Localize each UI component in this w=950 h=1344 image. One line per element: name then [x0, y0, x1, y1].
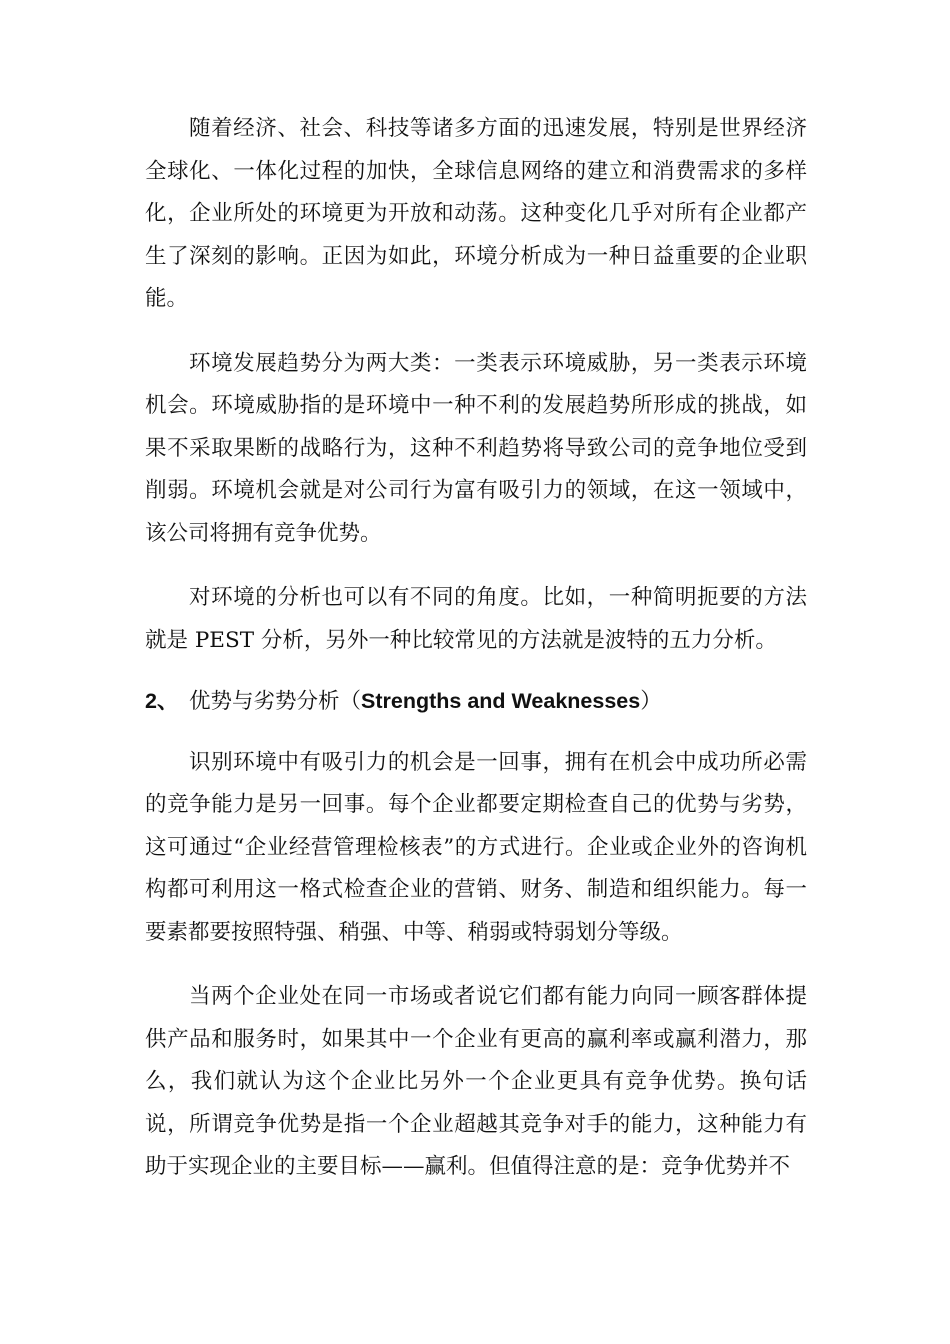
section-heading [145, 680, 807, 724]
section-title-close: ） [640, 689, 662, 714]
paragraph-competitive-advantage: 当两个企业处在同一市场或者说它们都有能力向同一顾客群体提供产品和服务时，如果其中一个企业有更高的赢利率或赢利潜力，那么，我们就认为这个企业比另外一个企业更具有竞争优势。换句话说，所谓竞争优势是指一个企业超越其竞争对手的能力，这种能力有助于实现企业的主要目标——赢利。但值得注意的是：竞争优势并不 [145, 984, 807, 1179]
paragraph-threats-opportunities: 环境发展趋势分为两大类：一类表示环境威胁，另一类表示环境机会。环境威胁指的是环境中一种不利的发展趋势所形成的挑战，如果不采取果断的战略行为，这种不利趋势将导致公司的竞争地位受到削弱。环境机会就是对公司行为富有吸引力的领域，在这一领域中，该公司将拥有竞争优势。 [145, 350, 807, 546]
document-page [145, 108, 807, 1211]
paragraph-environment-development: 随着经济、社会、科技等诸多方面的迅速发展，特别是世界经济全球化、一体化过程的加快，全球信息网络的建立和消费需求的多样化，企业所处的环境更为开放和动荡。这种变化几乎对所有企业都产生了深刻的影响。正因为如此，环境分析成为一种日益重要的企业职能。 [145, 116, 807, 311]
section-number: 2、 [145, 689, 179, 713]
paragraph-identify-opportunities: 识别环境中有吸引力的机会是一回事，拥有在机会中成功所必需的竞争能力是另一回事。每个企业都要定期检查自己的优势与劣势，这可通过“企业经营管理检核表”的方式进行。企业或企业外的咨询机构都可利用这一格式检查企业的营销、财务、制造和组织能力。每一要素都要按照特强、稍强、中等、稍弱或特弱划分等级。 [145, 749, 807, 945]
paragraph-analysis-angles: 对环境的分析也可以有不同的角度。比如，一种简明扼要的方法就是 PEST 分析，另外一种比较常见的方法就是波特的五力分析。 [145, 585, 807, 653]
section-title [189, 680, 662, 724]
section-title-en: Strengths and Weaknesses [361, 689, 641, 713]
section-title-zh: 优势与劣势分析（ [189, 689, 362, 714]
